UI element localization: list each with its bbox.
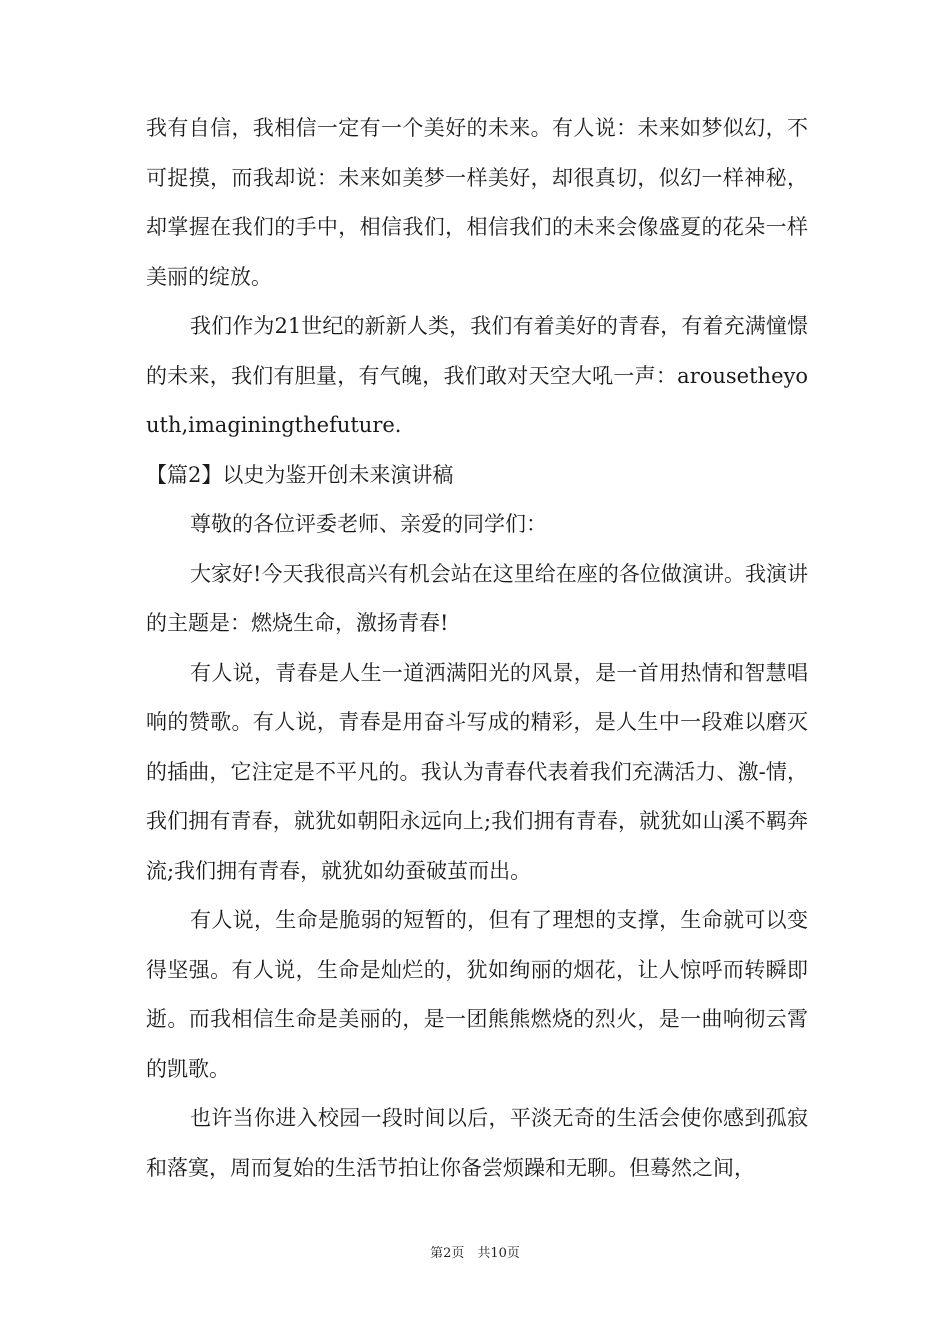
salutation: 尊敬的各位评委老师、亲爱的同学们：: [190, 512, 547, 536]
text-body: [146, 104, 808, 1193]
paragraph-5: 有人说，生命是脆弱的短暂的，但有了理想的支撑，生命就可以变得坚强。有人说，生命是灿烂的，犹如绚丽的烟花，让人惊呼而转瞬即逝。而我相信生命是美丽的，是一团熊熊燃烧的烈火，是一曲响彻云霄的凯歌。: [146, 908, 808, 1081]
page-number-footer: 第2页 共10页: [430, 1246, 520, 1261]
paragraph-3: 大家好!今天我很高兴有机会站在这里给在座的各位做演讲。我演讲的主题是：燃烧生命，激扬青春!: [146, 561, 808, 635]
paragraph-1: 我有自信，我相信一定有一个美好的未来。有人说：未来如梦似幻，不可捉摸，而我却说：未来如美梦一样美好，却很真切，似幻一样神秘，却掌握在我们的手中，相信我们，相信我们的未来会像盛夏的花朵一样美丽的绽放。: [146, 116, 808, 289]
paragraph-6: 也许当你进入校园一段时间以后，平淡无奇的生活会使你感到孤寂和落寞，周而复始的生活节拍让你备尝烦躁和无聊。但蓦然之间，: [146, 1106, 808, 1180]
paragraph-4: 有人说，青春是人生一道洒满阳光的风景，是一首用热情和智慧唱响的赞歌。有人说，青春是用奋斗写成的精彩，是人生中一段难以磨灭的插曲，它注定是不平凡的。我认为青春代表着我们充满活力、激-情，我们拥有青春，就犹如朝阳永远向上;我们拥有青春，就犹如山溪不羁奔流;我们拥有青春，就犹如幼蚕破茧而出。: [146, 660, 808, 883]
section-heading: 【篇2】以史为鉴开创未来演讲稿: [146, 462, 454, 487]
paragraph-2: 我们作为21世纪的新新人类，我们有着美好的青春，有着充满憧憬的未来，我们有胆量，有气魄，我们敢对天空大吼一声：arousetheyouth,imaginingthefuture.: [146, 314, 808, 437]
